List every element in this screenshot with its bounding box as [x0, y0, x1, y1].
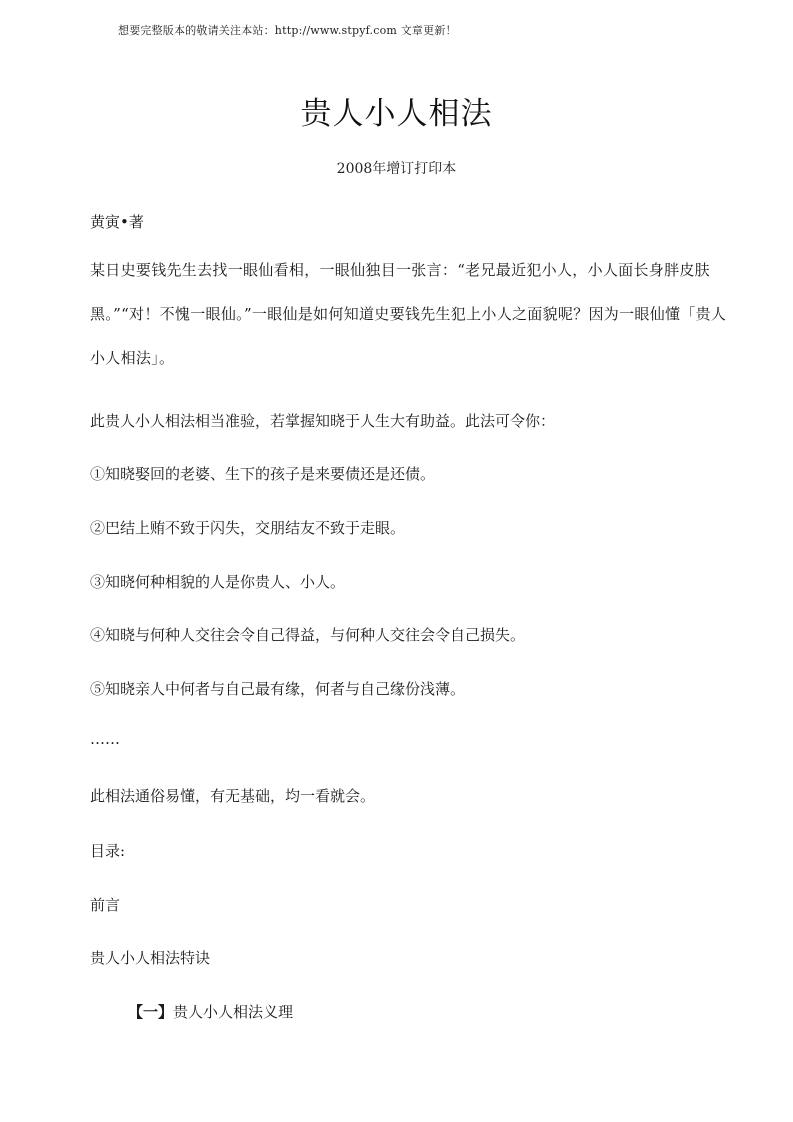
benefit-item-2: ②巴结上贿不致于闪失，交朋结友不致于走眼。 — [90, 519, 406, 537]
benefit-item-5: ⑤知晓亲人中何者与自己最有缘，何者与自己缘份浅薄。 — [90, 680, 466, 698]
page-title: 贵人小人相法 — [300, 96, 493, 132]
toc-item-preface: 前言 — [90, 896, 121, 914]
author-line: 黄寅•著 — [90, 213, 144, 231]
benefit-item-1: ①知晓娶回的老婆、生下的孩子是来要债还是还债。 — [90, 465, 436, 483]
toc-label: 目录: — [90, 842, 126, 860]
closing-paragraph: 此相法通俗易懂，有无基础，均一看就会。 — [90, 787, 376, 805]
benefits-intro: 此贵人小人相法相当准验，若掌握知晓于人生大有助益。此法可令你： — [90, 412, 556, 430]
benefit-item-3: ③知晓何种相貌的人是你贵人、小人。 — [90, 573, 346, 591]
intro-paragraph: 某日史要钱先生去找一眼仙看相，一眼仙独目一张言：“老兄最近犯小人，小人面长身胖皮肤黑。”“对！不愧一眼仙。”一眼仙是如何知道史要钱先生犯上小人之面貌呢？因为一眼仙懂「贵人小人相法」。 — [90, 261, 727, 367]
toc-subitem-1 — [128, 1001, 768, 1022]
header-note: 想要完整版本的敬请关注本站：http://www.stpyf.com 文章更新！ — [118, 24, 457, 37]
toc-item-section: 贵人小人相法特诀 — [90, 949, 211, 967]
toc-subitem-bracket: 【一】 — [128, 1003, 174, 1021]
ellipsis: …… — [90, 730, 120, 748]
benefit-item-4: ④知晓与何种人交往会令自己得益，与何种人交往会令自己损失。 — [90, 626, 526, 644]
toc-subitem-text: 贵人小人相法义理 — [173, 1003, 294, 1021]
subtitle: 2008年增订打印本 — [336, 161, 457, 177]
